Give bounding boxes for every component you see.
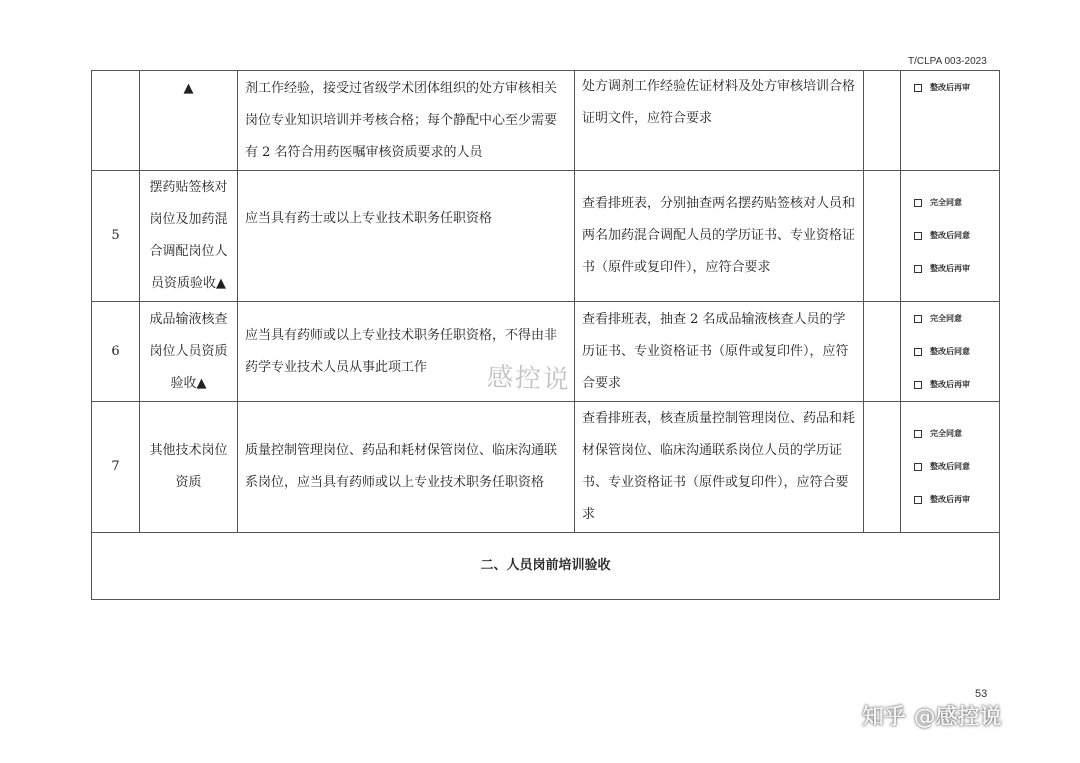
row-number (92, 71, 140, 171)
option-rectify-recheck[interactable]: 整改后再审 (914, 484, 992, 517)
checkbox-icon[interactable] (914, 496, 922, 504)
result-cell (901, 71, 1000, 171)
blank-cell (864, 402, 901, 533)
table-row (92, 71, 1000, 171)
acceptance-table (91, 70, 1000, 600)
row-number: 6 (92, 302, 140, 402)
section-row (92, 533, 1000, 600)
option-fully-agree[interactable]: 完全同意 (914, 302, 992, 335)
result-cell (901, 171, 1000, 302)
requirement-cell: 应当具有药士或以上专业技术职务任职资格 (238, 171, 575, 302)
checkbox-icon[interactable] (914, 315, 922, 323)
checkbox-icon[interactable] (914, 265, 922, 273)
checkbox-icon[interactable] (914, 84, 922, 92)
option-rectify-recheck[interactable]: 整改后再审 (914, 71, 992, 104)
section-title: 二、人员岗前培训验收 (92, 533, 1000, 600)
checkbox-icon[interactable] (914, 381, 922, 389)
blank-cell (864, 71, 901, 171)
row-number: 7 (92, 402, 140, 533)
checkbox-icon[interactable] (914, 348, 922, 356)
requirement-cell: 应当具有药师或以上专业技术职务任职资格，不得由非药学专业技术人员从事此项工作 (238, 302, 575, 402)
requirement-cell: 质量控制管理岗位、药品和耗材保管岗位、临床沟通联系岗位，应当具有药师或以上专业技术职务任职资格 (238, 402, 575, 533)
result-cell (901, 302, 1000, 402)
option-rectify-recheck[interactable]: 整改后再审 (914, 368, 992, 401)
option-agree-after-rectify[interactable]: 整改后同意 (914, 335, 992, 368)
option-agree-after-rectify[interactable]: 整改后同意 (914, 220, 992, 253)
check-method-cell: 处方调剂工作经验佐证材料及处方审核培训合格证明文件，应符合要求 (575, 71, 864, 171)
checkbox-icon[interactable] (914, 430, 922, 438)
check-method-cell: 查看排班表，抽查 2 名成品输液核查人员的学历证书、专业资格证书（原件或复印件），应符合要求 (575, 302, 864, 402)
requirement-cell: 剂工作经验，接受过省级学术团体组织的处方审核相关岗位专业知识培训并考核合格；每个静配中心至少需要有 2 名符合用药医嘱审核资质要求的人员 (238, 71, 575, 171)
option-fully-agree[interactable]: 完全同意 (914, 187, 992, 220)
check-method-cell: 查看排班表，核查质量控制管理岗位、药品和耗材保管岗位、临床沟通联系岗位人员的学历证书、专业资格证书（原件或复印件），应符合要求 (575, 402, 864, 533)
checkbox-icon[interactable] (914, 463, 922, 471)
check-method-cell: 查看排班表，分别抽查两名摆药贴签核对人员和两名加药混合调配人员的学历证书、专业资格证书（原件或复印件），应符合要求 (575, 171, 864, 302)
table-row (92, 402, 1000, 533)
item-name-cell: 摆药贴签核对岗位及加药混合调配岗位人员资质验收▲ (140, 171, 238, 302)
checkbox-icon[interactable] (914, 199, 922, 207)
result-cell (901, 402, 1000, 533)
option-agree-after-rectify[interactable]: 整改后同意 (914, 451, 992, 484)
item-name-cell: 其他技术岗位资质 (140, 402, 238, 533)
item-name-cell: 成品输液核查岗位人员资质验收▲ (140, 302, 238, 402)
table-row (92, 171, 1000, 302)
blank-cell (864, 302, 901, 402)
option-fully-agree[interactable]: 完全同意 (914, 418, 992, 451)
checkbox-icon[interactable] (914, 232, 922, 240)
row-number: 5 (92, 171, 140, 302)
blank-cell (864, 171, 901, 302)
page-number: 53 (975, 688, 988, 700)
option-rectify-recheck[interactable]: 整改后再审 (914, 253, 992, 286)
document-code: T/CLPA 003-2023 (908, 56, 987, 67)
watermark-center: 感控说 (486, 362, 572, 396)
watermark-corner: 知乎 @感控说 (862, 705, 1002, 730)
key-item-mark: ▲ (140, 71, 238, 171)
